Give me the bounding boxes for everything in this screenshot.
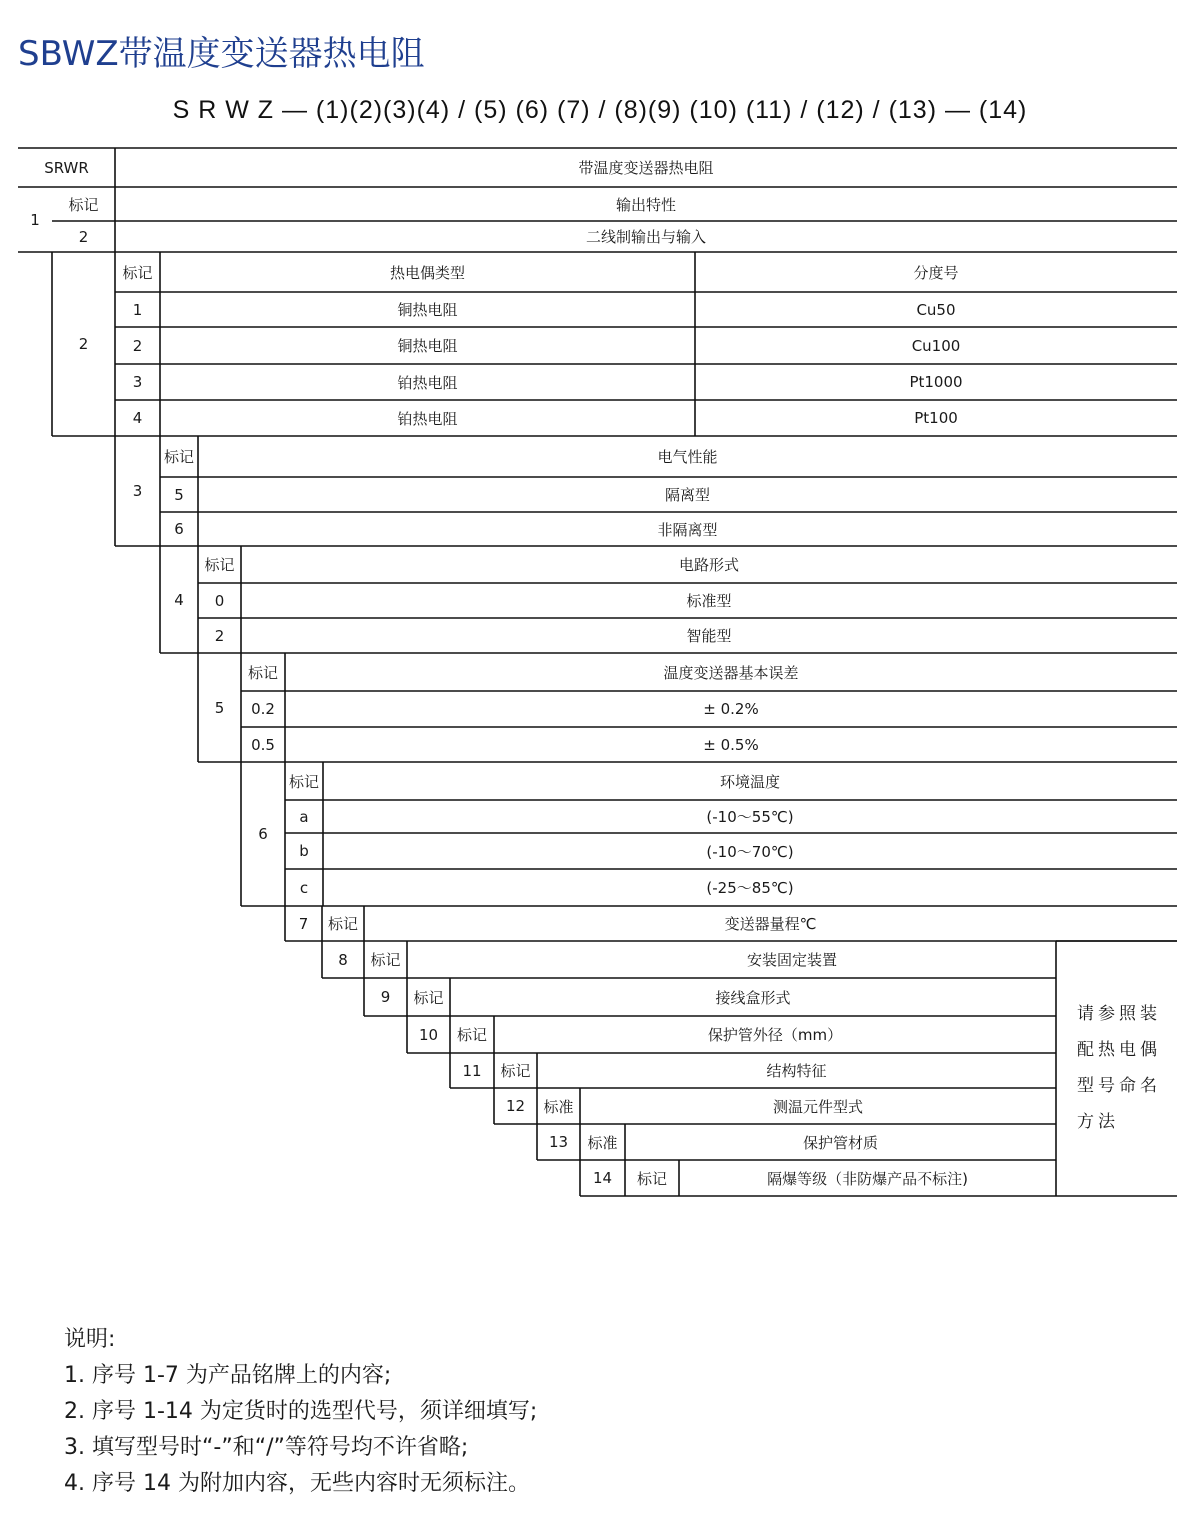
group-title: 接线盒形式: [715, 988, 791, 1007]
option-text: 铜热电阻: [397, 301, 458, 319]
note-item: 2. 序号 1-14 为定货时的选型代号，须详细填写;: [64, 1399, 538, 1424]
mark-label: 标记: [327, 915, 358, 933]
notes-heading: 说明:: [64, 1327, 116, 1352]
mark-label: 标记: [247, 663, 278, 682]
option-code: 2: [78, 227, 89, 246]
group-number: 2: [78, 335, 89, 353]
option-text: 智能型: [686, 627, 732, 645]
group-number: 14: [592, 1169, 613, 1187]
header-code: SRWR: [44, 158, 89, 177]
notes-section: [64, 1322, 537, 1502]
option-code: c: [299, 878, 309, 897]
group-title: 结构特征: [766, 1062, 827, 1080]
option-text: 铂热电阻: [397, 409, 458, 428]
mark-label: 标记: [500, 1062, 531, 1080]
page-title: SBWZ带温度变送器热电阻: [18, 34, 425, 74]
mark-label: 标记: [288, 772, 319, 791]
group-title: 输出特性: [615, 195, 676, 214]
option-code: 2: [214, 626, 225, 645]
note-item: 3. 填写型号时“-”和“/”等符号均不许省略;: [64, 1435, 469, 1460]
mark-label: 标准: [543, 1097, 574, 1116]
group-title: 测温元件型式: [772, 1097, 863, 1116]
option-text: ± 0.2%: [703, 700, 759, 718]
option-grade: Cu100: [911, 336, 961, 355]
option-text: 二线制输出与输入: [585, 228, 706, 246]
group-number: 1: [30, 210, 40, 229]
option-code: 0: [214, 591, 225, 610]
option-text: (-25～85℃): [706, 879, 794, 897]
option-code: 0.5: [251, 735, 275, 754]
mark-label: 标记: [370, 951, 401, 969]
group-title: 安装固定装置: [746, 951, 837, 969]
option-text: 标准型: [686, 592, 732, 610]
group-number: 3: [132, 482, 143, 500]
group-number: 13: [548, 1133, 569, 1151]
option-text: 隔离型: [664, 486, 710, 504]
group-title: 隔爆等级（非防爆产品不标注): [767, 1169, 968, 1188]
option-text: 铂热电阻: [397, 373, 458, 392]
side-note: 请参照装配热电偶型号命名方法: [1077, 1004, 1161, 1132]
group-title: 环境温度: [719, 772, 780, 791]
group-number: 10: [418, 1025, 439, 1044]
group-number: 9: [380, 988, 391, 1006]
option-code: 6: [174, 520, 184, 538]
group-number: 7: [298, 914, 309, 933]
group-title: 温度变送器基本误差: [663, 663, 799, 682]
option-code: b: [299, 842, 309, 860]
group-number: 4: [174, 590, 184, 609]
note-item: 1. 序号 1-7 为产品铭牌上的内容;: [64, 1363, 392, 1388]
option-text: 非隔离型: [657, 520, 718, 539]
option-text: (-10～55℃): [706, 808, 794, 826]
group-number: 8: [338, 950, 348, 969]
mark-label: 标记: [413, 988, 444, 1007]
option-text: (-10～70℃): [706, 842, 794, 861]
option-code: 1: [132, 300, 143, 319]
option-text: 铜热电阻: [397, 337, 458, 355]
group-title: 变送器量程℃: [724, 915, 817, 933]
mark-label: 标记: [163, 448, 194, 466]
group-number: 11: [462, 1061, 482, 1080]
mark-label: 标记: [456, 1026, 487, 1044]
option-code: a: [299, 807, 309, 826]
group-number: 12: [505, 1097, 526, 1115]
option-code: 0.2: [251, 700, 275, 718]
option-grade: Pt100: [914, 409, 958, 427]
group-title: 电路形式: [678, 556, 739, 574]
column-header: 分度号: [913, 263, 959, 282]
option-text: ± 0.5%: [703, 735, 759, 754]
option-grade: Cu50: [916, 300, 956, 319]
mark-label: 标记: [636, 1169, 667, 1188]
mark-label: 标记: [122, 263, 153, 282]
option-code: 2: [132, 336, 143, 355]
option-code: 4: [132, 409, 143, 427]
group-title: 电气性能: [657, 448, 718, 466]
group-title: 保护管外径（mm）: [707, 1026, 843, 1044]
group-number: 6: [258, 825, 268, 843]
header-name: 带温度变送器热电阻: [578, 159, 714, 177]
mark-label: 标记: [204, 556, 235, 574]
column-header: 热电偶类型: [389, 263, 465, 282]
group-number: 5: [214, 698, 225, 717]
option-code: 3: [132, 373, 143, 391]
option-code: 5: [174, 485, 184, 504]
note-item: 4. 序号 14 为附加内容，无些内容时无须标注。: [64, 1471, 530, 1496]
mark-label: 标准: [587, 1133, 618, 1152]
group-title: 保护管材质: [802, 1133, 878, 1152]
option-grade: Pt1000: [909, 373, 963, 391]
model-code-formula: S R W Z — (1)(2)(3)(4) / (5) (6) (7) / (8)(9) (10) (11) / (12) / (13) — (14): [172, 96, 1028, 124]
mark-label: 标记: [68, 195, 99, 214]
